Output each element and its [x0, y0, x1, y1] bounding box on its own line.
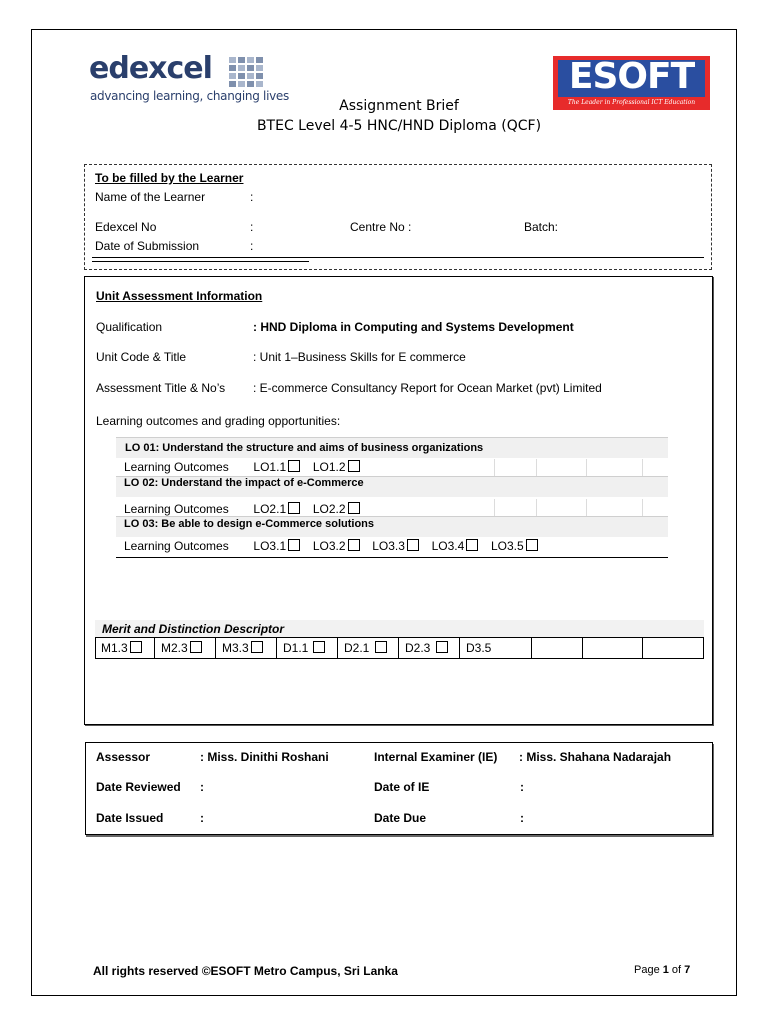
- batch-label: Batch:: [524, 220, 559, 234]
- qualification-label: Qualification: [96, 320, 163, 334]
- lo-row-label: Learning Outcomes: [124, 502, 229, 516]
- centre-no-label: Centre No :: [350, 220, 412, 234]
- lo-checkbox[interactable]: [526, 539, 538, 551]
- lo-item: LO3.1: [253, 539, 287, 553]
- lo-checkbox[interactable]: [288, 539, 300, 551]
- document-title: Assignment Brief: [339, 98, 459, 114]
- merit-checkbox[interactable]: [251, 641, 263, 653]
- esoft-tagline: The Leader in Professional ICT Education: [567, 99, 696, 106]
- distinction-cell: [277, 638, 338, 659]
- lo-checkbox[interactable]: [348, 539, 360, 551]
- submission-date-label: Date of Submission: [95, 239, 200, 253]
- date-reviewed-label: Date Reviewed: [96, 780, 181, 794]
- edexcel-no-label: Edexcel No: [95, 220, 157, 234]
- lo-checkbox[interactable]: [348, 502, 360, 514]
- edexcel-logo-grid-icon: [229, 57, 263, 87]
- submission-date-colon: :: [250, 239, 254, 253]
- distinction-cell-label: D2.1: [344, 641, 370, 655]
- empty-cell: [583, 638, 643, 659]
- distinction-cell-label: D3.5: [466, 641, 492, 655]
- document-subtitle: BTEC Level 4-5 HNC/HND Diploma (QCF): [256, 118, 542, 134]
- date-due-label: Date Due: [374, 811, 427, 825]
- date-of-ie-colon: :: [520, 780, 524, 794]
- lo-item: LO3.5: [490, 539, 524, 553]
- distinction-cell: [460, 638, 532, 659]
- distinction-checkbox[interactable]: [436, 641, 448, 653]
- assessor-label: Assessor: [96, 750, 151, 764]
- learner-underline: [92, 257, 704, 258]
- lo-checkbox[interactable]: [466, 539, 478, 551]
- assessor-value: : Miss. Dinithi Roshani: [200, 750, 329, 764]
- footer-copyright: All rights reserved ©ESOFT Metro Campus, Sri Lanka: [93, 964, 398, 978]
- merit-cell: [155, 638, 216, 659]
- lo-checkbox[interactable]: [407, 539, 419, 551]
- assessment-title-label: Assessment Title & No’s: [96, 381, 226, 395]
- merit-cell: [95, 638, 155, 659]
- distinction-cell-label: D2.3: [405, 641, 431, 655]
- unit-code-label: Unit Code & Title: [96, 350, 187, 364]
- date-issued-colon: :: [200, 811, 204, 825]
- lo-item: LO3.4: [431, 539, 465, 553]
- distinction-cell-label: D1.1: [283, 641, 309, 655]
- unit-code-value: : Unit 1–Business Skills for E commerce: [253, 350, 466, 364]
- assessment-title-value: : E-commerce Consultancy Report for Ocean Market (pvt) Limited: [253, 381, 602, 395]
- lo-checkbox[interactable]: [348, 460, 360, 472]
- date-due-colon: :: [520, 811, 524, 825]
- lo-table-bottom-rule: [116, 557, 668, 558]
- qualification-value: : HND Diploma in Computing and Systems Development: [253, 320, 574, 334]
- page-total: 7: [684, 964, 691, 976]
- lo-item: LO1.1: [253, 460, 287, 474]
- lo-item: LO3.3: [372, 539, 405, 553]
- empty-cell: [643, 638, 704, 659]
- distinction-checkbox[interactable]: [313, 641, 325, 653]
- lo-row: [124, 539, 538, 553]
- merit-distinction-heading: Merit and Distinction Descriptor: [95, 620, 704, 638]
- learner-heading: To be filled by the Learner: [95, 171, 244, 185]
- lo-title: LO 03: Be able to design e-Commerce solutions: [124, 518, 374, 530]
- lo-row-label: Learning Outcomes: [124, 539, 229, 553]
- learner-name-label: Name of the Learner: [95, 190, 206, 204]
- outcomes-intro: Learning outcomes and grading opportunities:: [96, 414, 341, 428]
- esoft-logo-word: ESOFT: [568, 56, 695, 97]
- lo-item: LO2.2: [312, 502, 346, 516]
- distinction-cell: [338, 638, 399, 659]
- unit-heading: Unit Assessment Information: [96, 289, 263, 303]
- edexcel-logo-word: edexcel: [89, 51, 212, 86]
- lo-row-label: Learning Outcomes: [124, 460, 229, 474]
- merit-cell-label: M3.3: [222, 641, 249, 655]
- lo-item: LO1.2: [312, 460, 346, 474]
- empty-cell: [532, 638, 583, 659]
- lo-item: LO2.1: [253, 502, 287, 516]
- date-of-ie-label: Date of IE: [374, 780, 430, 794]
- learner-name-colon: :: [250, 190, 254, 204]
- merit-cell: [216, 638, 277, 659]
- merit-checkbox[interactable]: [190, 641, 202, 653]
- lo-item: LO3.2: [312, 539, 346, 553]
- merit-cell-label: M1.3: [101, 641, 128, 655]
- lo-checkbox[interactable]: [288, 460, 300, 472]
- date-issued-label: Date Issued: [96, 811, 164, 825]
- page-number: [634, 964, 690, 976]
- lo-title: LO 01: Understand the structure and aims of business organizations: [125, 442, 484, 454]
- page-prefix: Page: [634, 964, 663, 976]
- page-current: 1: [662, 964, 669, 976]
- lo-row: [124, 502, 360, 516]
- lo-checkbox[interactable]: [288, 502, 300, 514]
- merit-cell-label: M2.3: [161, 641, 188, 655]
- date-reviewed-colon: :: [200, 780, 204, 794]
- edexcel-no-colon: :: [250, 220, 254, 234]
- internal-examiner-value: : Miss. Shahana Nadarajah: [519, 750, 672, 764]
- edexcel-tagline: advancing learning, changing lives: [90, 89, 289, 103]
- page-mid: of: [668, 964, 685, 976]
- lo-row: [124, 460, 360, 474]
- internal-examiner-label: Internal Examiner (IE): [374, 750, 498, 764]
- learner-underline-short: [92, 261, 309, 262]
- distinction-checkbox[interactable]: [375, 641, 387, 653]
- distinction-cell: [399, 638, 460, 659]
- lo-title: LO 02: Understand the impact of e-Commerce: [124, 477, 364, 489]
- merit-checkbox[interactable]: [130, 641, 142, 653]
